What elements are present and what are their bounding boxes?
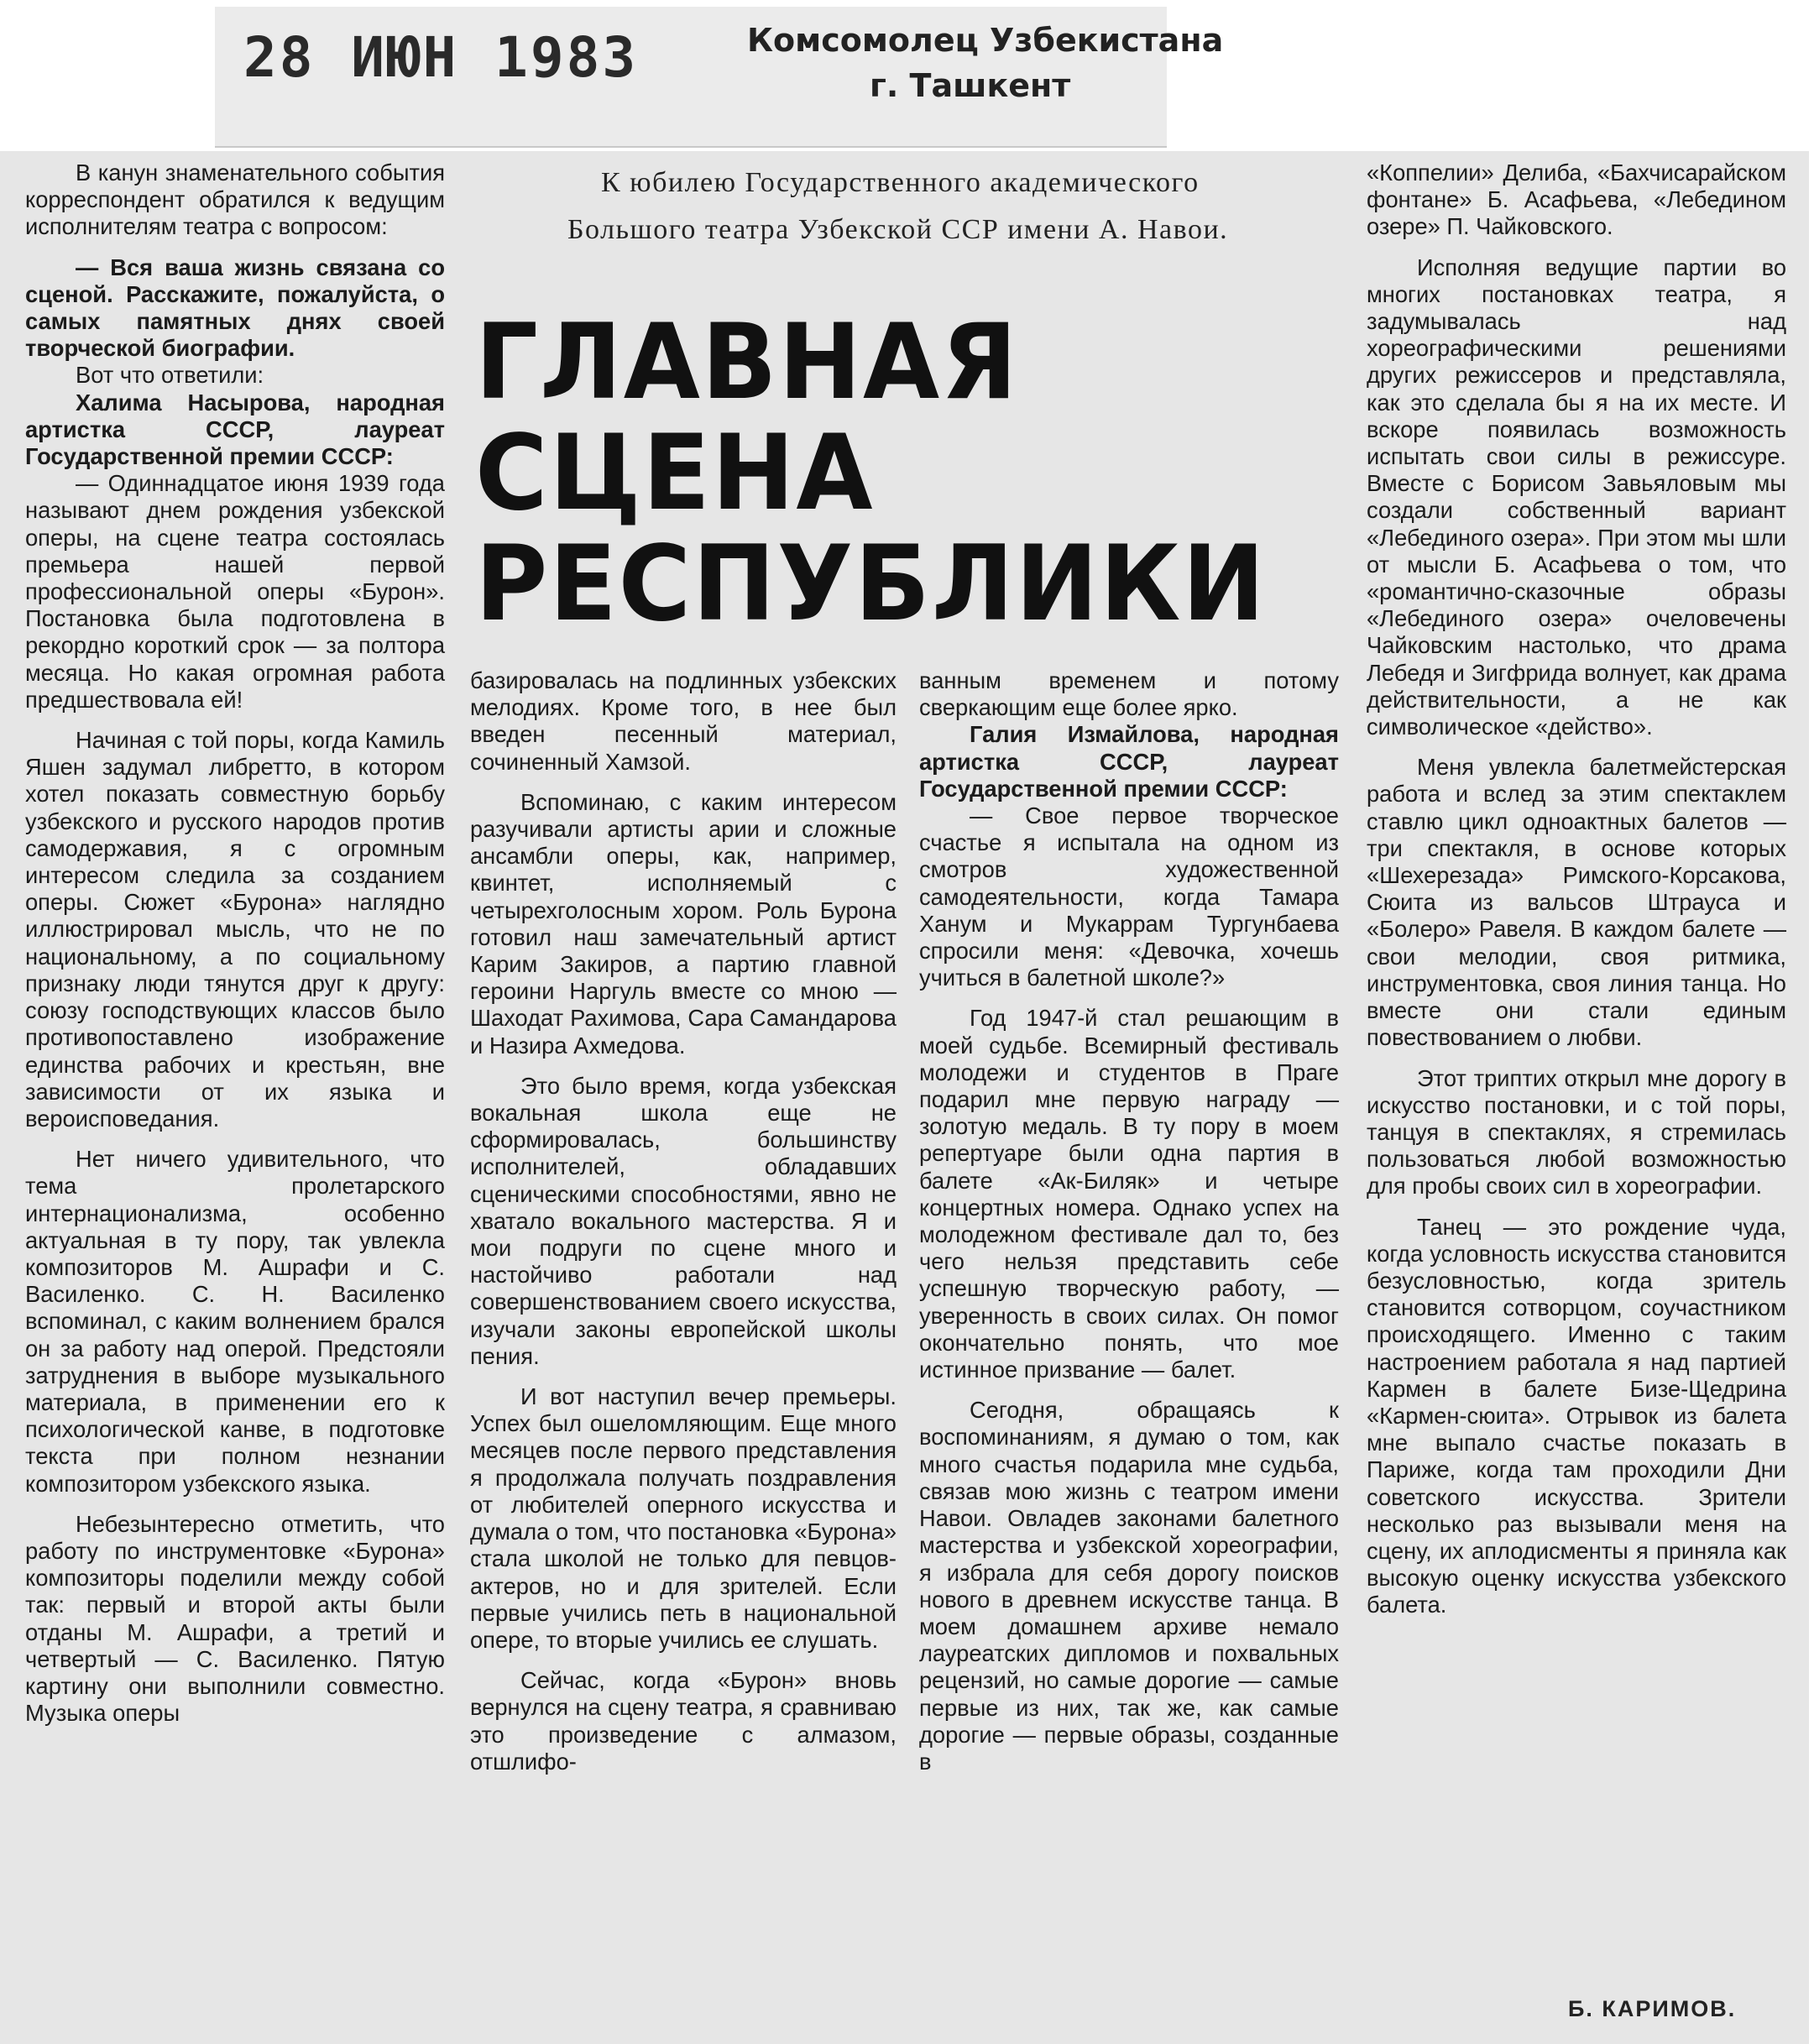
paragraph: И вот наступил вечер премьеры. Успех был ошеломляющим. Еще много месяцев после первого представления я продолжала получать поздравления от любителей оперного искусства и думала о том, что постановка «Бурона» стала школой не только для певцов-актеров, но и для зрителей. Если первые учились петь в национальной опере, то вторые учились ее слушать. [470, 1383, 897, 1653]
article-column-4 [1367, 159, 1786, 1633]
article-column-2 [470, 667, 897, 1789]
paragraph: Нет ничего удивительного, что тема пролетарского интернационализма, особенно актуальная в ту пору, так увлекла композиторов М. Ашрафи и С. Василенко. С. Н. Василенко вспоминал, с каким волнением брался он за работу над оперой. Предстояли затруднения в выборе музыкального материала, в применении его к психологической канве, в подготовке текста при полном незнании композитором узбекского языка. [25, 1146, 445, 1497]
paragraph: В канун знаменательного события корреспондент обратился к ведущим исполнителям театра с вопросом: [25, 159, 445, 240]
paragraph: Небезынтересно отметить, что работу по инструментовке «Бурона» композиторы поделили между собой так: первый и второй акты были отданы М. Ашрафи, а третий и четвертый — С. Василенко. Пятую картину они выполнили совместно. Музыка оперы [25, 1510, 445, 1727]
paragraph: Сейчас, когда «Бурон» вновь вернулся на сцену театра, я сравниваю это произведение с алмазом, отшлифо- [470, 1667, 897, 1775]
paragraph: «Коппелии» Делиба, «Бахчисарайском фонтане» Б. Асафьева, «Лебедином озере» П. Чайковского. [1367, 159, 1786, 240]
paragraph: — Свое первое творческое счастье я испытала на одном из смотров художественной самодеятельности, когда Тамара Ханум и Мукаррам Тургунбаева спросили меня: «Девочка, хочешь учиться в балетной школе?» [919, 802, 1339, 991]
newspaper-name-stamp: Комсомолец Узбекистана [747, 22, 1224, 59]
city-stamp: г. Ташкент [870, 67, 1071, 104]
paragraph: Год 1947-й стал решающим в моей судьбе. Всемирный фестиваль молодежи и студентов в Праге подарил мне первую награду — золотую медаль. В ту пору в моем репертуаре были одна партия в балете «Ак-Биляк» и четыре концертных номера. Однако успех на молодежном фестивале дал то, без чего нельзя представить себе успешную творческую работу, — уверенность в своих силах. Он помог окончательно понять, что мое истинное призвание — балет. [919, 1005, 1339, 1383]
paragraph: Начиная с той поры, когда Камиль Яшен задумал либретто, в котором хотел показать совместную борьбу узбекского и русского народов против самодержавия, я с огромным интересом следила за созданием оперы. Сюжет «Бурона» наглядно иллюстрировал мысль, что не по национальному, а по социальному признаку люди тянутся друг к другу: союзу господствующих классов было противопоставлено изображение единства рабочих и крестьян, вне зависимости от их языка и вероисповедания. [25, 727, 445, 1132]
paragraph: Танец — это рождение чуда, когда условность искусства становится безусловностью, когда зритель становится сотворцом, соучастником происходящего. Именно с таким настроением работала я над партией Кармен в балете Бизе-Щедрина «Кармен-сюита». Отрывок из балета мне выпало счастье показать в Париже, когда там проходили Дни советского искусства. Зрители несколько раз вызывали меня на сцену, их аплодисменты я приняла как высокую оценку искусства узбекского балета. [1367, 1213, 1786, 1618]
paragraph: Это было время, когда узбекская вокальная школа еще не сформировалась, большинству исполнителей, обладавших сценическими способностями, явно не хватало вокального мастерства. Я и мои подруги по сцене много и настойчиво работали над совершенствованием своего искусства, изучали законы европейской школы пения. [470, 1072, 897, 1369]
article-column-3 [919, 667, 1339, 1789]
paragraph: ванным временем и потому сверкающим еще более ярко. [919, 667, 1339, 721]
paragraph: Вот что ответили: [76, 362, 264, 389]
article-headline: ГЛАВНАЯ СЦЕНА РЕСПУБЛИКИ [475, 302, 1267, 645]
paragraph: — Одиннадцатое июня 1939 года называют днем рождения узбекской оперы, на сцене театра состоялась премьера нашей первой профессиональной оперы «Бурон». Постановка была подготовлена в рекордно короткий срок — за полтора месяца. Но какая огромная работа предшествовала ей! [25, 470, 445, 713]
article-kicker: К юбилею Государственного академического Большого театра Узбекской ССР имени А. Навои. [567, 167, 1229, 245]
paragraph: базировалась на подлинных узбекских мелодиях. Кроме того, в нее был введен песенный материал, сочиненный Хамзой. [470, 667, 897, 775]
speaker-credit: Галия Измайлова, народная артистка СССР, лауреат Государственной премии СССР: [919, 721, 1339, 802]
speaker-credit: Халима Насырова, народная артистка СССР, лауреат Государственной премии СССР: [25, 389, 445, 470]
paragraph: Исполняя ведущие партии во многих постановках театра, я задумывалась над хореографическими решениями других режиссеров и представляла, как это сделала бы я на их месте. И вскоре появилась возможность испытать свои силы в режиссуре. Вместе с Борисом Завьяловым мы создали собственный вариант «Лебединого озера». При этом мы шли от мысли Б. Асафьева о том, что «романтично-сказочные образы «Лебединого озера» очеловечены Чайковским настолько, что драма Лебедя и Зигфрида волнует, как драма действительности, а не как символическое «действо». [1367, 254, 1786, 740]
date-stamp: 28 ИЮН 1983 [243, 25, 639, 90]
paragraph: Вспоминаю, с каким интересом разучивали артисты арии и сложные ансамбли оперы, как, например, квинтет, исполняемый с четырехголосным хором. Роль Бурона готовил наш замечательный артист Карим Закиров, а партию главной героини Наргуль вместе со мною — Шаходат Рахимова, Сара Самандарова и Назира Ахмедова. [470, 788, 897, 1059]
article-author: Б. КАРИМОВ. [1568, 1996, 1737, 2021]
paragraph: Меня увлекла балетмейстерская работа и вслед за этим спектаклем ставлю цикл одноактных балетов — три спектакля, в основе которых «Шехерезада» Римского-Корсакова, Сюита из вальсов Штрауса и «Болеро» Равеля. В каждом балете — свои мелодии, своя ритмика, инструментовка, своя линия танца. Но вместе они стали единым повествованием о любви. [1367, 754, 1786, 1051]
article-column-1 [25, 159, 445, 1740]
paragraph: Сегодня, обращаясь к воспоминаниям, я думаю о том, как много счастья подарила мне судьба, связав мою жизнь с театром имени Навои. Овладев законами балетного мастерства и узбекской хореографии, я избрала для себя дорогу поисков нового в древнем искусстве танца. В моем домашнем архиве немало лауреатских дипломов и похвальных рецензий, но самые дорогие — самые первые из них, так же, как самые дорогие — первые образы, созданные в [919, 1397, 1339, 1775]
paragraph-question: — Вся ваша жизнь связана со сценой. Расскажите, пожалуйста, о самых памятных днях своей творческой биографии. [25, 254, 445, 362]
paragraph: Этот триптих открыл мне дорогу в искусство постановки, и с той поры, танцуя в спектаклях, я стремилась пользоваться любой возможностью для пробы своих сил в хореографии. [1367, 1064, 1786, 1200]
